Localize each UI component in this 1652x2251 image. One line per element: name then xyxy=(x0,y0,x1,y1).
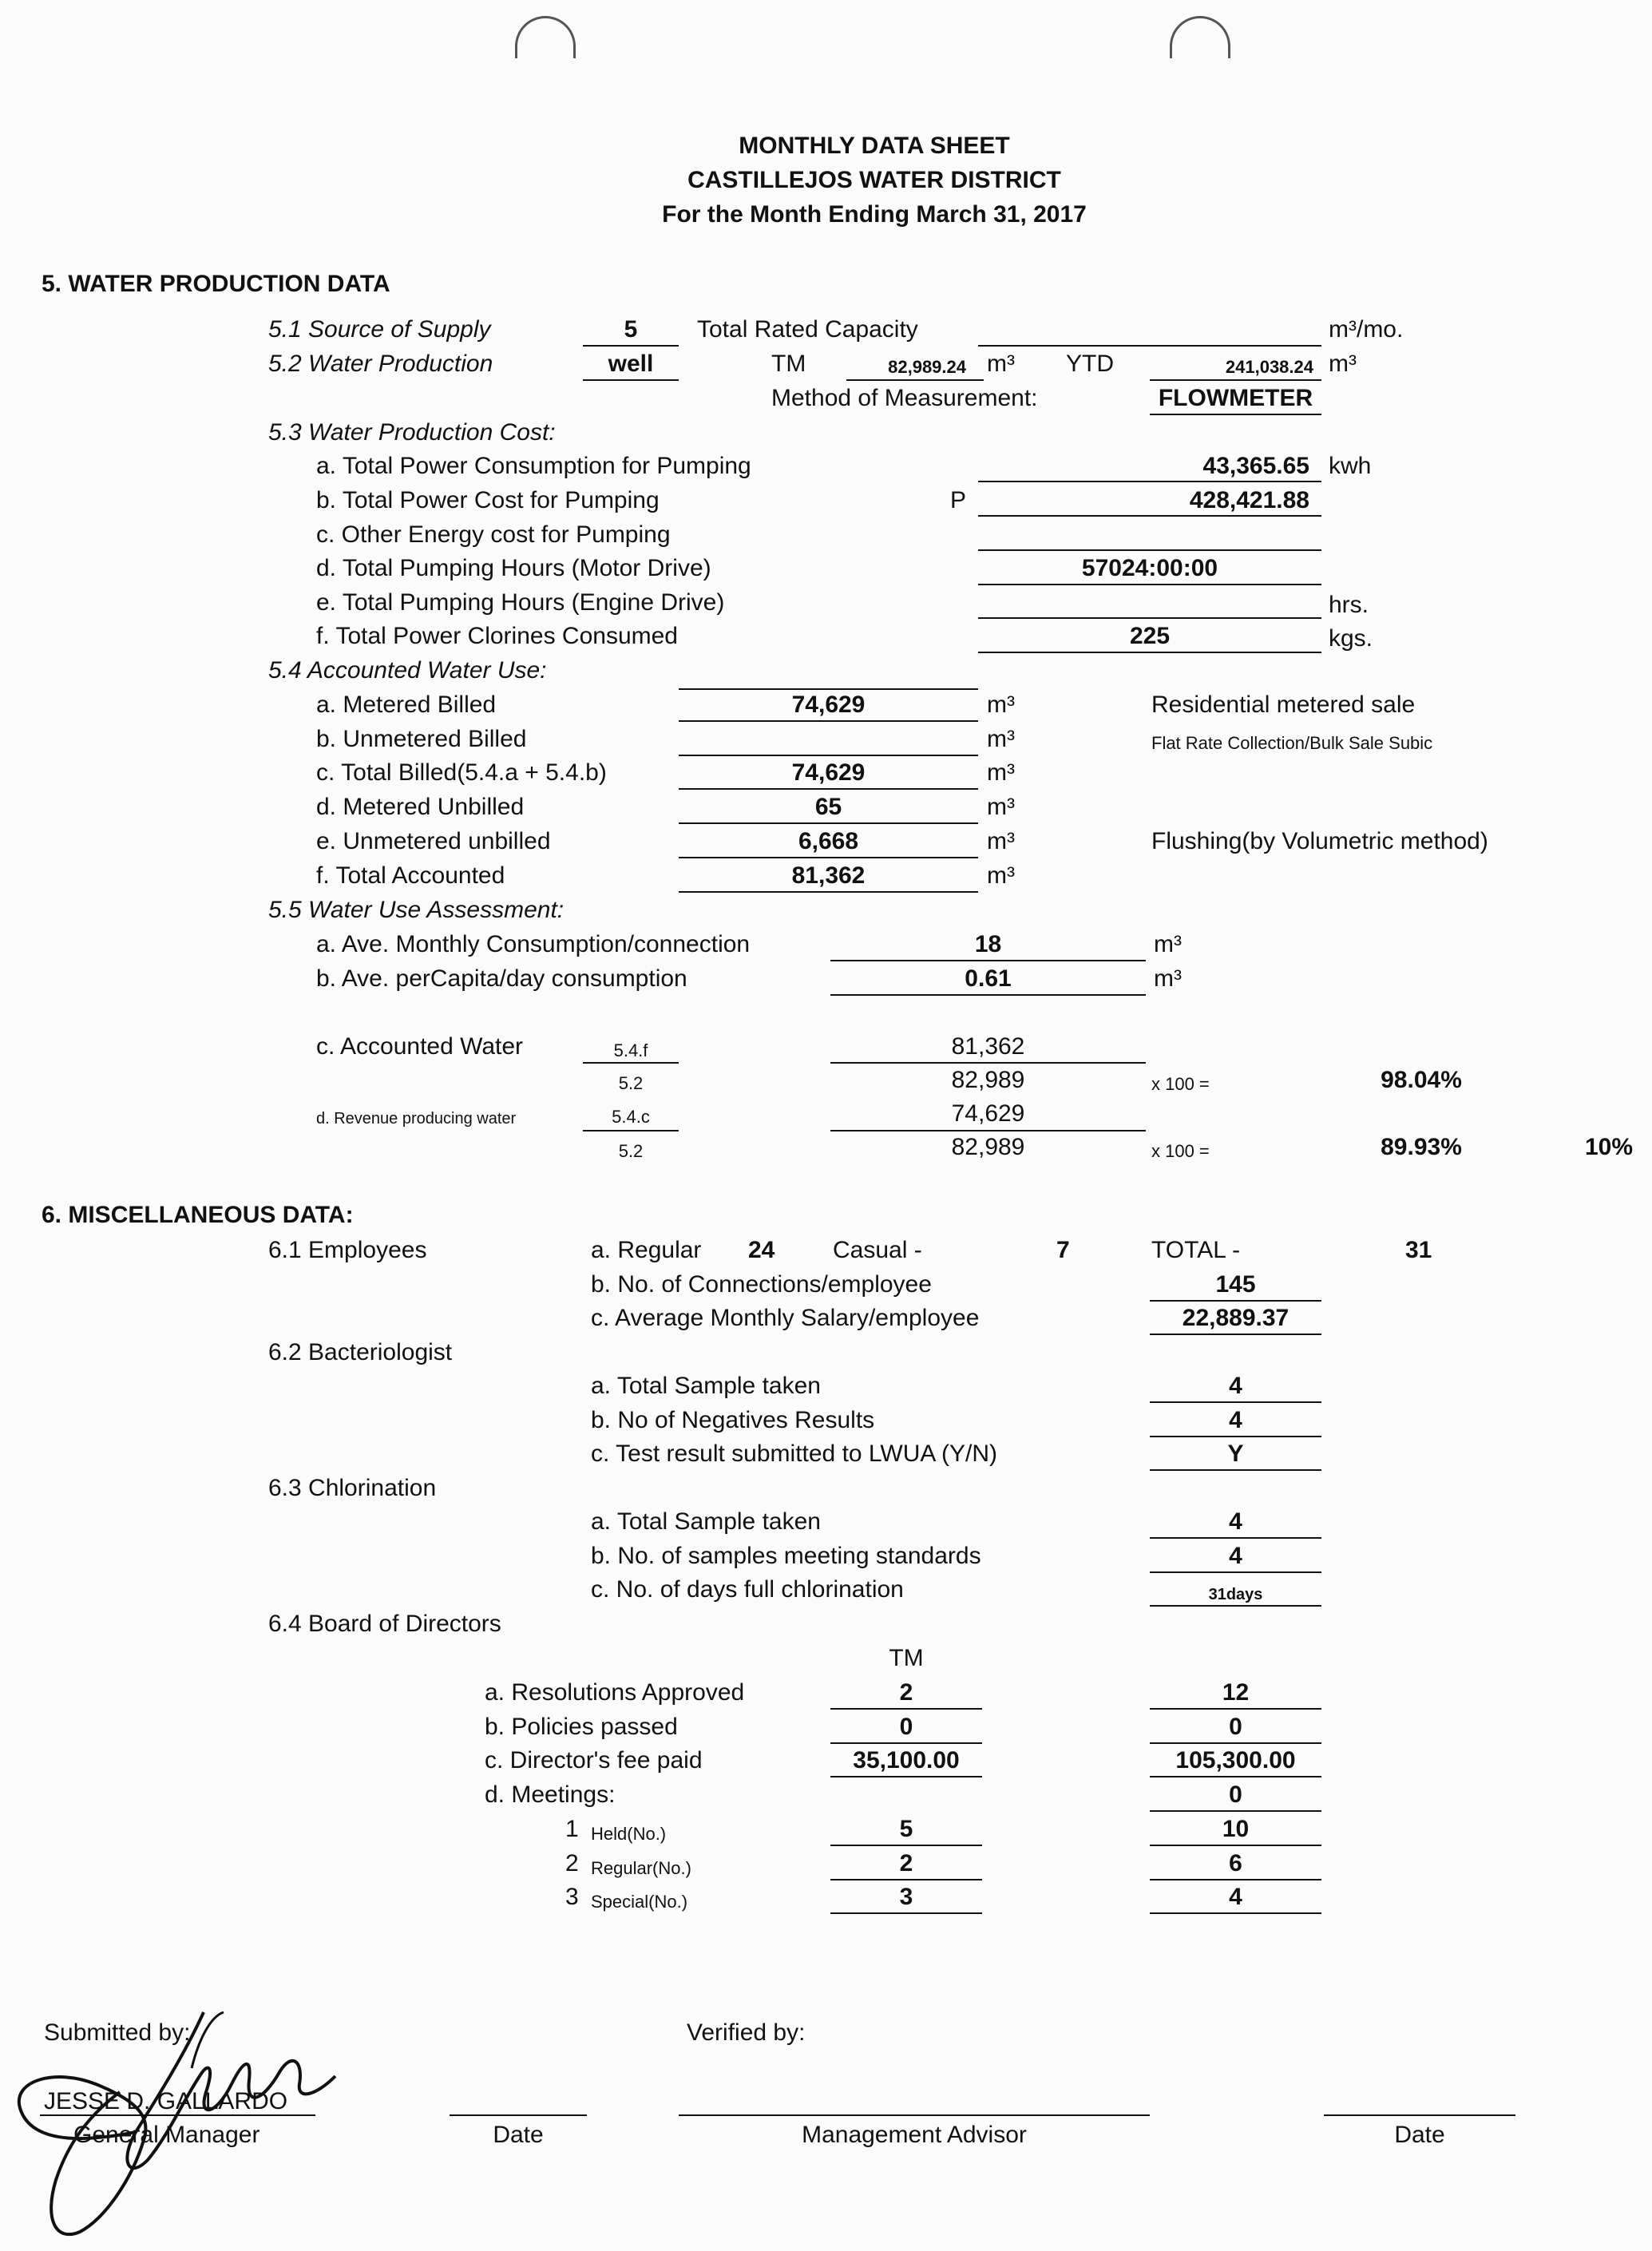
date-sign-line xyxy=(450,2114,587,2116)
meeting-3-tm-underline xyxy=(830,1912,982,1914)
cost-e-label: e. Total Pumping Hours (Engine Drive) xyxy=(316,589,725,616)
cost-a-label: a. Total Power Consumption for Pumping xyxy=(316,453,751,479)
source-underline xyxy=(583,345,679,347)
board-of-directors-label: 6.4 Board of Directors xyxy=(268,1611,501,1637)
board-d-label: d. Meetings: xyxy=(485,1781,616,1808)
assess-b-unit: m³ xyxy=(1154,965,1182,992)
acc-f-unit: m³ xyxy=(987,862,1015,889)
revenue-ratio-numerator: 74,629 xyxy=(951,1100,1025,1127)
meeting-1-tm: 5 xyxy=(899,1816,913,1842)
acc-e-value: 6,668 xyxy=(798,828,859,854)
page-title: MONTHLY DATA SHEET xyxy=(739,133,1010,159)
meeting-2-ytd-underline xyxy=(1150,1879,1321,1880)
acc-e-label: e. Unmetered unbilled xyxy=(316,828,551,854)
submitter-title: General Manager xyxy=(73,2122,260,2148)
revenue-ratio-result: 89.93% xyxy=(1381,1134,1462,1160)
assess-a-value: 18 xyxy=(974,931,1002,957)
submitted-by-label: Submitted by: xyxy=(44,2019,191,2046)
salary-underline xyxy=(1150,1334,1321,1335)
acc-f-label: f. Total Accounted xyxy=(316,862,505,889)
acc-a-label: a. Metered Billed xyxy=(316,692,497,718)
accounted-ratio-den-ref: 5.2 xyxy=(618,1073,644,1093)
chlor-c-underline xyxy=(1150,1605,1321,1607)
meeting-2-tm-underline xyxy=(830,1879,982,1880)
bact-a-underline xyxy=(1150,1401,1321,1403)
production-cost-label: 5.3 Water Production Cost: xyxy=(268,419,556,446)
water-use-assessment-label: 5.5 Water Use Assessment: xyxy=(268,897,565,923)
method-label: Method of Measurement: xyxy=(771,385,1038,411)
bact-b-underline xyxy=(1150,1436,1321,1437)
meeting-1-ytd: 10 xyxy=(1222,1816,1250,1842)
chlor-b-value: 4 xyxy=(1229,1543,1242,1569)
acc-f-value: 81,362 xyxy=(791,862,866,889)
connections-per-employee-value: 145 xyxy=(1215,1271,1256,1298)
bact-b-value: 4 xyxy=(1229,1407,1242,1433)
accounted-ratio-ref-line xyxy=(583,1062,679,1064)
acc-b-label: b. Unmetered Billed xyxy=(316,726,527,752)
meeting-3-ytd-underline xyxy=(1150,1912,1321,1914)
tm-label: TM xyxy=(771,351,806,377)
bact-c-label: c. Test result submitted to LWUA (Y/N) xyxy=(591,1441,998,1467)
board-tm-header: TM xyxy=(889,1645,924,1671)
revenue-ratio-num-ref: 5.4.c xyxy=(612,1107,650,1127)
cost-b-prefix: P xyxy=(950,487,967,513)
connections-underline xyxy=(1150,1300,1321,1302)
revenue-ratio-denominator: 82,989 xyxy=(951,1134,1025,1160)
board-b-ytd: 0 xyxy=(1229,1714,1242,1740)
assess-b-label: b. Ave. perCapita/day consumption xyxy=(316,965,687,992)
acc-c-value: 74,629 xyxy=(791,759,866,786)
revenue-ratio-den-ref: 5.2 xyxy=(618,1141,644,1161)
total-rated-capacity-label: Total Rated Capacity xyxy=(697,316,918,343)
total-employees-value: 31 xyxy=(1405,1237,1432,1263)
chlor-c-label: c. No. of days full chlorination xyxy=(591,1576,904,1603)
cost-a-value: 43,365.65 xyxy=(1202,453,1309,479)
cost-e-underline xyxy=(978,617,1321,619)
acc-a-note: Residential metered sale xyxy=(1151,692,1416,718)
board-c-label: c. Director's fee paid xyxy=(485,1747,703,1773)
bact-c-value: Y xyxy=(1227,1441,1244,1467)
meeting-2-label: Regular(No.) xyxy=(591,1858,691,1878)
regular-label: a. Regular xyxy=(591,1237,702,1263)
accounted-ratio-denominator: 82,989 xyxy=(951,1067,1025,1093)
chlor-a-underline xyxy=(1150,1537,1321,1539)
cost-d-label: d. Total Pumping Hours (Motor Drive) xyxy=(316,555,711,581)
verified-by-label: Verified by: xyxy=(687,2019,806,2046)
report-period: For the Month Ending March 31, 2017 xyxy=(662,201,1087,228)
ytd-production-value: 241,038.24 xyxy=(1225,357,1313,377)
regular-value: 24 xyxy=(748,1237,775,1263)
cost-f-value: 225 xyxy=(1129,623,1171,649)
acc-a-unit: m³ xyxy=(987,692,1015,718)
district-name: CASTILLEJOS WATER DISTRICT xyxy=(687,167,1061,193)
assess-a-label: a. Ave. Monthly Consumption/connection xyxy=(316,931,751,957)
assess-b-value: 0.61 xyxy=(965,965,1012,992)
cost-f-label: f. Total Power Clorines Consumed xyxy=(316,623,678,649)
cost-a-underline xyxy=(978,481,1321,482)
accounted-ratio-num-ref: 5.4.f xyxy=(613,1040,648,1060)
bact-c-underline xyxy=(1150,1469,1321,1471)
accounted-water-label: 5.4 Accounted Water Use: xyxy=(268,657,547,684)
cost-a-unit: kwh xyxy=(1329,453,1372,479)
acc-b-unit: m³ xyxy=(987,726,1015,752)
chlor-b-label: b. No. of samples meeting standards xyxy=(591,1543,981,1569)
cost-d-value: 57024:00:00 xyxy=(1081,555,1218,581)
method-underline xyxy=(1150,414,1321,415)
board-b-tm: 0 xyxy=(899,1714,913,1740)
connections-per-employee-label: b. No. of Connections/employee xyxy=(591,1271,932,1298)
acc-a-underline xyxy=(679,720,978,722)
acc-e-underline xyxy=(679,857,978,858)
accounted-ratio-numerator: 81,362 xyxy=(951,1033,1025,1060)
acc-e-unit: m³ xyxy=(987,828,1015,854)
section-6-heading: 6. MISCELLANEOUS DATA: xyxy=(42,1202,354,1228)
accounted-ratio-op: x 100 = xyxy=(1151,1074,1210,1094)
meeting-1-tm-underline xyxy=(830,1845,982,1846)
bact-b-label: b. No of Negatives Results xyxy=(591,1407,875,1433)
source-of-supply-value: 5 xyxy=(624,316,638,343)
advisor-sign-line xyxy=(679,2114,1150,2116)
meeting-3-label: Special(No.) xyxy=(591,1892,688,1912)
revenue-ratio-ref-line xyxy=(583,1130,679,1131)
tm-underline xyxy=(846,379,984,381)
board-b-label: b. Policies passed xyxy=(485,1714,678,1740)
assess-a-unit: m³ xyxy=(1154,931,1182,957)
ytd-label: YTD xyxy=(1066,351,1114,377)
advisor-title: Management Advisor xyxy=(802,2122,1027,2148)
cost-b-label: b. Total Power Cost for Pumping xyxy=(316,487,660,513)
board-a-ytd: 12 xyxy=(1222,1679,1250,1706)
accounted-ratio-label: c. Accounted Water xyxy=(316,1033,524,1060)
employees-label: 6.1 Employees xyxy=(268,1237,427,1263)
water-production-label: 5.2 Water Production xyxy=(268,351,493,377)
date2-label: Date xyxy=(1394,2122,1445,2148)
assess-b-underline xyxy=(830,994,1146,996)
bact-a-label: a. Total Sample taken xyxy=(591,1373,821,1399)
meeting-2-num: 2 xyxy=(565,1850,579,1876)
meeting-3-num: 3 xyxy=(565,1884,579,1910)
cost-c-underline xyxy=(978,549,1321,551)
acc-e-note: Flushing(by Volumetric method) xyxy=(1151,828,1488,854)
casual-value: 7 xyxy=(1056,1237,1070,1263)
bact-a-value: 4 xyxy=(1229,1373,1242,1399)
date2-sign-line xyxy=(1324,2114,1515,2116)
accounted-ratio-result: 98.04% xyxy=(1381,1067,1462,1093)
acc-b-note: Flat Rate Collection/Bulk Sale Subic xyxy=(1151,733,1433,753)
board-a-tm: 2 xyxy=(899,1679,913,1706)
capacity-underline xyxy=(978,345,1321,347)
meeting-1-num: 1 xyxy=(565,1816,579,1842)
revenue-ratio-op: x 100 = xyxy=(1151,1141,1210,1161)
acc-c-unit: m³ xyxy=(987,759,1015,786)
board-d-ytd-underline xyxy=(1150,1810,1321,1812)
submitter-name: JESSE D. GALLARDO xyxy=(44,2088,288,2114)
revenue-ratio-line xyxy=(830,1130,1146,1131)
meeting-2-tm: 2 xyxy=(899,1850,913,1876)
board-c-ytd: 105,300.00 xyxy=(1175,1747,1296,1773)
acc-c-underline xyxy=(679,788,978,790)
board-a-label: a. Resolutions Approved xyxy=(485,1679,745,1706)
method-value: FLOWMETER xyxy=(1158,385,1313,411)
cost-e-unit: hrs. xyxy=(1329,592,1369,618)
date-label: Date xyxy=(493,2122,544,2148)
total-employees-label: TOTAL - xyxy=(1151,1237,1241,1263)
capacity-unit: m³/mo. xyxy=(1329,316,1404,343)
chlor-b-underline xyxy=(1150,1571,1321,1573)
ytd-underline xyxy=(1150,379,1321,381)
accounted-ratio-line xyxy=(830,1062,1146,1064)
acc-d-value: 65 xyxy=(814,794,842,820)
board-b-tm-underline xyxy=(830,1742,982,1744)
chlor-c-value: 31days xyxy=(1208,1586,1263,1603)
acc-d-label: d. Metered Unbilled xyxy=(316,794,525,820)
water-production-value: well xyxy=(608,351,654,377)
chlor-a-value: 4 xyxy=(1229,1508,1242,1535)
avg-salary-value: 22,889.37 xyxy=(1182,1305,1290,1331)
acc-b-underline xyxy=(679,755,978,756)
cost-d-underline xyxy=(978,584,1321,585)
board-c-tm: 35,100.00 xyxy=(853,1747,960,1773)
board-d-ytd: 0 xyxy=(1229,1781,1242,1808)
chlorination-label: 6.3 Chlorination xyxy=(268,1475,437,1501)
meeting-3-ytd: 4 xyxy=(1229,1884,1242,1910)
cost-f-unit: kgs. xyxy=(1329,625,1373,652)
meeting-2-ytd: 6 xyxy=(1229,1850,1242,1876)
handwritten-signature xyxy=(0,1980,367,2244)
avg-salary-label: c. Average Monthly Salary/employee xyxy=(591,1305,980,1331)
board-b-ytd-underline xyxy=(1150,1742,1321,1744)
acc-c-label: c. Total Billed(5.4.a + 5.4.b) xyxy=(316,759,607,786)
casual-label: Casual - xyxy=(833,1237,922,1263)
cost-b-underline xyxy=(978,515,1321,517)
acc-top-line xyxy=(679,688,978,690)
chlor-a-label: a. Total Sample taken xyxy=(591,1508,821,1535)
board-c-tm-underline xyxy=(830,1776,982,1777)
production-underline xyxy=(583,379,679,381)
tm-production-value: 82,989.24 xyxy=(888,357,966,377)
punch-hole-left xyxy=(515,16,576,58)
acc-a-value: 74,629 xyxy=(791,692,866,718)
meeting-1-label: Held(No.) xyxy=(591,1824,667,1844)
cost-f-underline xyxy=(978,652,1321,653)
non-revenue-percent: 10% xyxy=(1585,1134,1634,1160)
cost-b-value: 428,421.88 xyxy=(1189,487,1309,513)
cost-c-label: c. Other Energy cost for Pumping xyxy=(316,521,671,548)
section-5-heading: 5. WATER PRODUCTION DATA xyxy=(42,271,390,297)
acc-f-underline xyxy=(679,891,978,893)
punch-hole-right xyxy=(1170,16,1230,58)
bacteriologist-label: 6.2 Bacteriologist xyxy=(268,1339,453,1365)
ytd-unit: m³ xyxy=(1329,351,1357,377)
board-c-ytd-underline xyxy=(1150,1776,1321,1777)
meeting-1-ytd-underline xyxy=(1150,1845,1321,1846)
revenue-ratio-label: d. Revenue producing water xyxy=(316,1110,517,1127)
acc-d-unit: m³ xyxy=(987,794,1015,820)
source-of-supply-label: 5.1 Source of Supply xyxy=(268,316,491,343)
tm-unit: m³ xyxy=(987,351,1015,377)
board-a-tm-underline xyxy=(830,1708,982,1710)
meeting-3-tm: 3 xyxy=(899,1884,913,1910)
board-a-ytd-underline xyxy=(1150,1708,1321,1710)
assess-a-underline xyxy=(830,960,1146,961)
acc-d-underline xyxy=(679,822,978,824)
